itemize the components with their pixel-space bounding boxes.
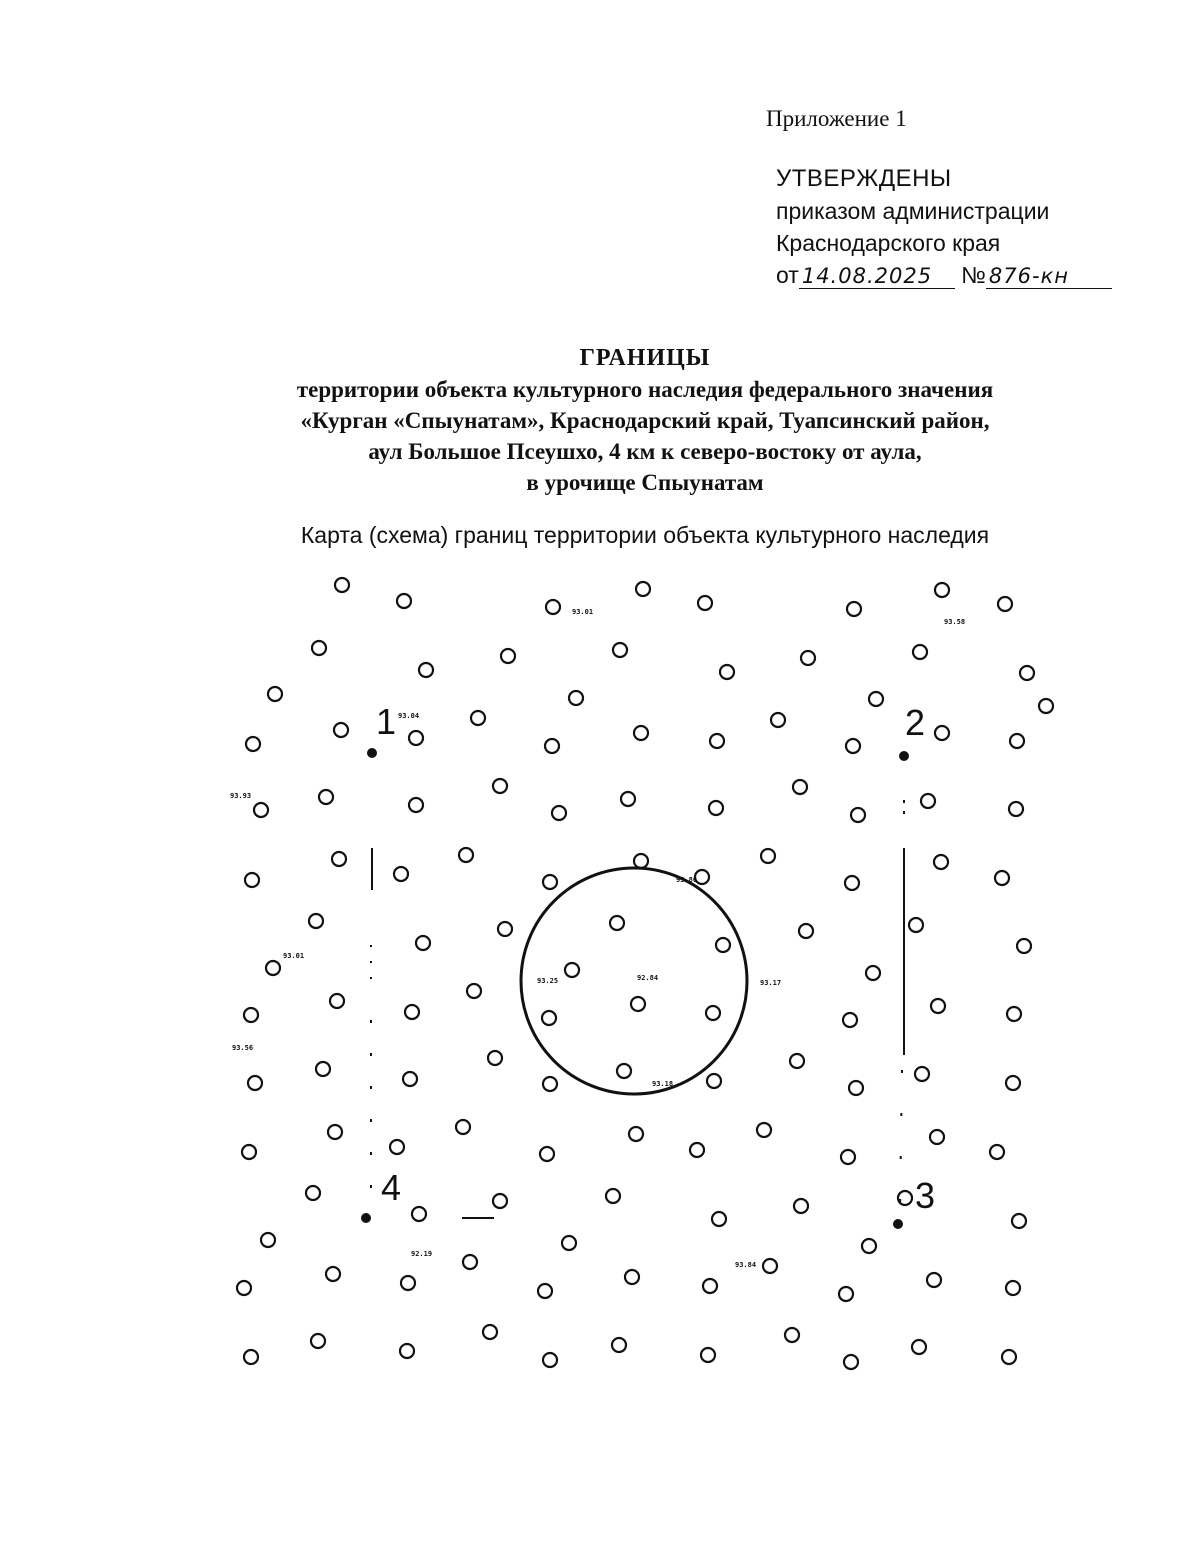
shrub-symbol <box>790 1054 804 1068</box>
shrub-symbol <box>757 1123 771 1137</box>
shrub-symbol <box>459 848 473 862</box>
shrub-symbol <box>562 1236 576 1250</box>
shrub-symbol <box>1009 802 1023 816</box>
shrub-symbol <box>409 798 423 812</box>
approval-by-line1: приказом администрации <box>776 198 1050 224</box>
shrub-symbol <box>456 1120 470 1134</box>
elevation-mark: 93.18 <box>652 1080 674 1088</box>
shrub-symbol <box>771 713 785 727</box>
map-caption: Карта (схема) границ территории объекта культурного наследия <box>300 522 990 548</box>
shrub-symbol <box>538 1284 552 1298</box>
shrub-symbol <box>934 855 948 869</box>
shrub-symbol <box>930 1130 944 1144</box>
shrub-symbol <box>397 594 411 608</box>
shrub-symbol <box>1007 1007 1021 1021</box>
shrub-symbol <box>254 803 268 817</box>
shrub-symbol <box>995 871 1009 885</box>
shrub-symbol <box>709 801 723 815</box>
shrub-symbol <box>309 914 323 928</box>
shrub-symbol <box>712 1212 726 1226</box>
shrub-symbol <box>401 1276 415 1290</box>
shrub-symbol <box>898 1191 912 1205</box>
shrub-symbol <box>1006 1076 1020 1090</box>
corner-point-4 <box>361 1213 371 1223</box>
shrub-symbol <box>244 1008 258 1022</box>
order-number: 876-кн <box>986 264 1112 289</box>
shrub-symbol <box>390 1140 404 1154</box>
shrub-symbol <box>706 1006 720 1020</box>
shrub-symbol <box>698 596 712 610</box>
shrub-symbol <box>621 792 635 806</box>
shrub-symbol <box>543 1077 557 1091</box>
shrub-symbol <box>467 984 481 998</box>
shrub-symbol <box>1017 939 1031 953</box>
shrub-symbol <box>610 916 624 930</box>
shrub-symbol <box>794 1199 808 1213</box>
shrub-symbol <box>237 1281 251 1295</box>
boundary-map <box>0 570 1200 1430</box>
approval-dateline <box>776 259 1112 291</box>
shrub-symbol <box>319 790 333 804</box>
title-line1: территории объекта культурного наследия федерального значения <box>296 377 994 402</box>
title-main: ГРАНИЦЫ <box>579 345 711 371</box>
shrub-symbol <box>405 1005 419 1019</box>
shrub-symbol <box>542 1011 556 1025</box>
shrub-symbol <box>998 597 1012 611</box>
shrub-symbol <box>316 1062 330 1076</box>
shrub-symbol <box>419 663 433 677</box>
appendix-label: Приложение 1 <box>766 106 907 131</box>
shrub-symbol <box>248 1076 262 1090</box>
shrub-symbol <box>629 1127 643 1141</box>
shrub-symbol <box>546 600 560 614</box>
shrub-symbol <box>703 1279 717 1293</box>
corner-point-2 <box>899 751 909 761</box>
shrub-symbol <box>839 1287 853 1301</box>
shrub-symbol <box>498 922 512 936</box>
elevation-mark: 93.86 <box>676 876 698 884</box>
shrub-symbol <box>843 1013 857 1027</box>
shrub-symbol <box>493 1194 507 1208</box>
shrub-symbol <box>720 665 734 679</box>
shrub-symbol <box>909 918 923 932</box>
elevation-mark: 93.56 <box>232 1044 254 1052</box>
shrub-symbol <box>306 1186 320 1200</box>
shrub-symbol <box>1012 1214 1026 1228</box>
shrub-symbol <box>330 994 344 1008</box>
shrub-symbol <box>990 1145 1004 1159</box>
shrub-symbol <box>913 645 927 659</box>
shrub-symbol <box>242 1145 256 1159</box>
shrub-symbol <box>400 1344 414 1358</box>
shrub-symbol <box>335 578 349 592</box>
elevation-mark: 93.01 <box>572 608 594 616</box>
shrub-symbol <box>634 726 648 740</box>
corner-point-1 <box>367 748 377 758</box>
shrub-symbol <box>488 1051 502 1065</box>
shrub-symbol <box>847 602 861 616</box>
shrub-symbol <box>334 723 348 737</box>
shrub-symbol <box>268 687 282 701</box>
elevation-mark: 93.93 <box>230 792 252 800</box>
shrub-symbol <box>246 737 260 751</box>
shrub-symbol <box>844 1355 858 1369</box>
shrub-symbol <box>845 876 859 890</box>
shrub-symbol <box>799 924 813 938</box>
shrub-symbol <box>841 1150 855 1164</box>
point-label-2: 2 <box>905 702 926 743</box>
shrub-symbol <box>1039 699 1053 713</box>
shrub-symbol <box>617 1064 631 1078</box>
shrub-symbol <box>846 739 860 753</box>
shrub-symbol <box>1002 1350 1016 1364</box>
shrub-symbol <box>935 726 949 740</box>
shrub-symbol <box>569 691 583 705</box>
shrub-symbol <box>328 1125 342 1139</box>
elevation-mark: 92.84 <box>637 974 659 982</box>
corner-points <box>361 748 909 1229</box>
corner-point-3 <box>893 1219 903 1229</box>
shrub-symbol <box>849 1081 863 1095</box>
shrub-symbol <box>1020 666 1034 680</box>
shrub-symbol <box>636 582 650 596</box>
date-prefix: от <box>776 262 799 288</box>
order-date: 14.08.2025 <box>799 264 955 289</box>
elevation-mark: 92.19 <box>411 1250 433 1258</box>
title-line3: аул Большое Псеушхо, 4 км к северо-востоку от аула, <box>368 439 922 464</box>
shrub-symbol <box>690 1143 704 1157</box>
shrub-symbol <box>707 1074 721 1088</box>
point-label-1: 1 <box>376 701 397 742</box>
shrub-symbol <box>552 806 566 820</box>
shrub-symbol <box>935 583 949 597</box>
elevation-mark: 93.58 <box>944 618 966 626</box>
shrub-symbol <box>403 1072 417 1086</box>
boundary-lines <box>371 800 904 1218</box>
shrub-symbol <box>761 849 775 863</box>
title-line4: в урочище Спыунатам <box>526 470 764 495</box>
shrub-symbol <box>266 961 280 975</box>
shrub-symbol <box>763 1259 777 1273</box>
shrub-symbol <box>634 854 648 868</box>
shrub-symbol <box>785 1328 799 1342</box>
shrub-symbol <box>927 1273 941 1287</box>
elevation-mark: 93.17 <box>760 979 782 987</box>
shrub-symbol <box>869 692 883 706</box>
shrub-symbol <box>862 1239 876 1253</box>
shrub-symbol <box>543 1353 557 1367</box>
number-prefix: № <box>961 262 986 288</box>
shrub-symbol <box>801 651 815 665</box>
shrub-symbol <box>261 1233 275 1247</box>
point-label-3: 3 <box>915 1175 936 1216</box>
shrub-symbol <box>915 1067 929 1081</box>
shrub-symbol <box>245 873 259 887</box>
shrub-symbol <box>412 1207 426 1221</box>
elevation-mark: 93.01 <box>283 952 305 960</box>
title-line2: «Курган «Спыунатам», Краснодарский край, Туапсинский район, <box>300 408 990 433</box>
shrub-symbol <box>416 936 430 950</box>
shrub-symbol <box>326 1267 340 1281</box>
boundary-segment <box>900 1070 902 1210</box>
shrub-symbol <box>244 1350 258 1364</box>
elevation-mark: 93.84 <box>735 1261 757 1269</box>
shrub-symbol <box>695 870 709 884</box>
shrub-symbol <box>471 711 485 725</box>
shrub-symbol <box>631 997 645 1011</box>
shrub-symbol <box>332 852 346 866</box>
elevation-mark: 93.25 <box>537 977 559 985</box>
shrub-symbol <box>793 780 807 794</box>
approval-block <box>776 163 1112 291</box>
shrub-symbol <box>543 875 557 889</box>
shrub-symbol <box>701 1348 715 1362</box>
shrub-symbol <box>613 643 627 657</box>
shrub-symbol <box>1010 734 1024 748</box>
approval-by-line2: Краснодарского края <box>776 230 1001 256</box>
shrub-symbol <box>612 1338 626 1352</box>
point-label-4: 4 <box>381 1167 402 1208</box>
shrub-symbol <box>710 734 724 748</box>
shrub-symbol <box>493 779 507 793</box>
shrub-symbol <box>409 731 423 745</box>
shrub-symbol <box>931 999 945 1013</box>
shrub-symbol <box>606 1189 620 1203</box>
document-title <box>0 343 1200 498</box>
shrub-symbol <box>912 1340 926 1354</box>
shrub-symbol <box>501 649 515 663</box>
shrub-symbol <box>921 794 935 808</box>
shrub-symbol <box>866 966 880 980</box>
shrub-symbol <box>394 867 408 881</box>
shrub-symbol <box>540 1147 554 1161</box>
approval-heading: УТВЕРЖДЕНЫ <box>776 165 952 192</box>
shrub-symbol <box>851 808 865 822</box>
shrub-symbol <box>463 1255 477 1269</box>
shrub-symbol <box>716 938 730 952</box>
elevation-mark: 93.04 <box>398 712 420 720</box>
shrub-symbol <box>565 963 579 977</box>
shrub-symbol <box>625 1270 639 1284</box>
shrub-symbol <box>1006 1281 1020 1295</box>
shrub-symbol <box>312 641 326 655</box>
shrub-symbol <box>311 1334 325 1348</box>
shrub-symbol <box>483 1325 497 1339</box>
shrub-symbol <box>545 739 559 753</box>
